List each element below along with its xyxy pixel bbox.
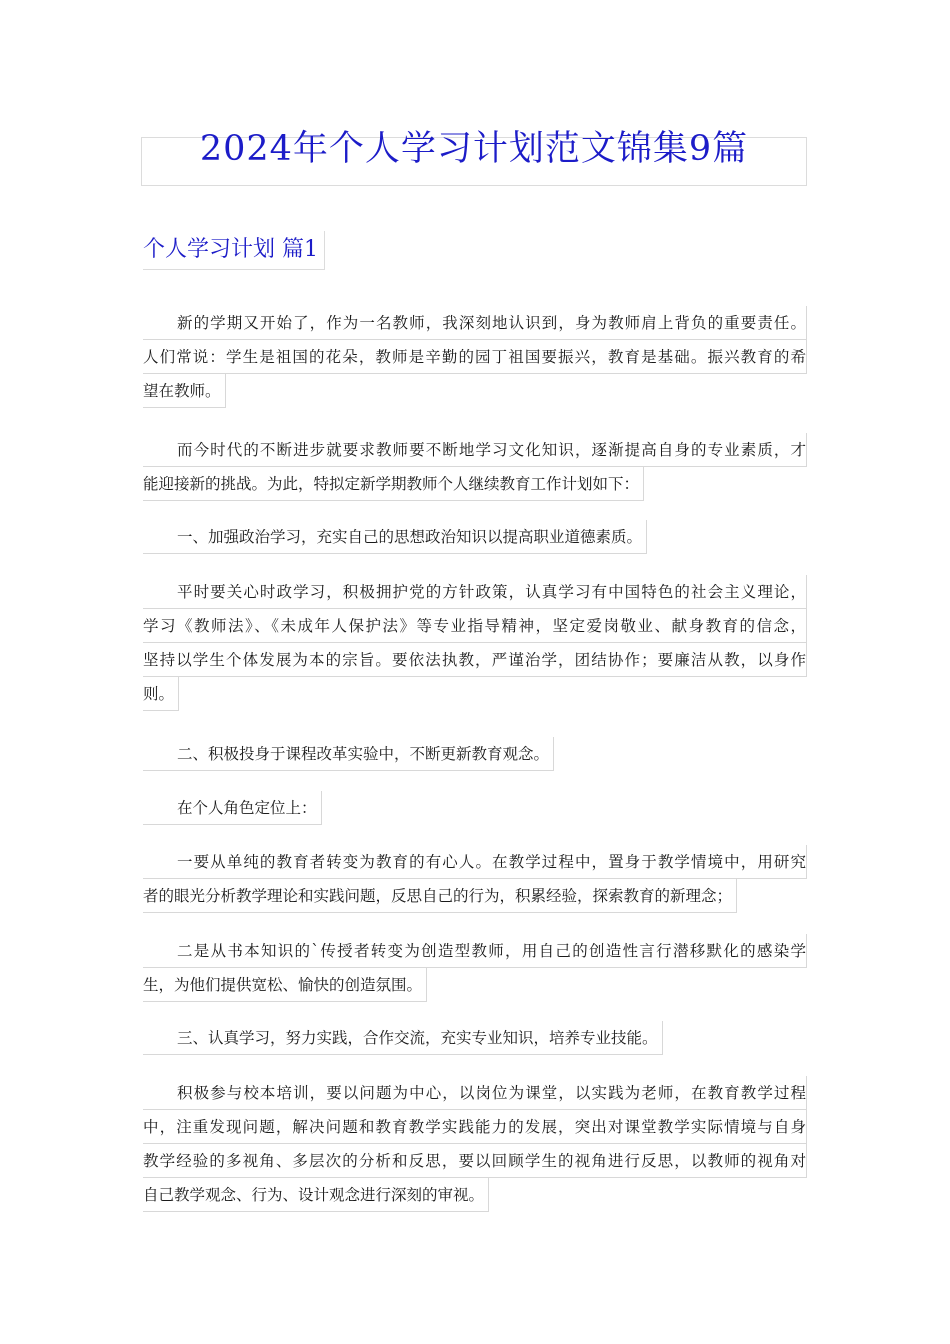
paragraph-line: 新的学期又开始了，作为一名教师，我深刻地认识到，身为教师肩上背负的重要责任。 — [143, 306, 807, 340]
paragraph-line: 望在教师。 — [143, 374, 226, 408]
paragraph-line: 教学经验的多视角、多层次的分析和反思，要以回顾学生的视角进行反思，以教师的视角对 — [143, 1144, 807, 1178]
paragraph-line: 二、积极投身于课程改革实验中，不断更新教育观念。 — [143, 737, 554, 771]
paragraph — [143, 791, 807, 837]
paragraph-line: 则。 — [143, 677, 179, 711]
paragraph — [143, 737, 807, 783]
paragraph-line: 坚持以学生个体发展为本的宗旨。要依法执教，严谨治学，团结协作；要廉洁从教，以身作 — [143, 643, 807, 677]
paragraph-line: 二是从书本知识的`传授者转变为创造型教师，用自己的创造性言行潜移默化的感染学 — [143, 934, 807, 968]
paragraph-line: 一要从单纯的教育者转变为教育的有心人。在教学过程中，置身于教学情境中，用研究 — [143, 845, 807, 879]
paragraph — [143, 433, 807, 513]
paragraph-line: 积极参与校本培训，要以问题为中心，以岗位为课堂，以实践为老师，在教育教学过程 — [143, 1076, 807, 1110]
paragraph-line: 在个人角色定位上： — [143, 791, 322, 825]
paragraph — [143, 306, 807, 420]
paragraph — [143, 575, 807, 723]
paragraph — [143, 1076, 807, 1224]
paragraph-line: 能迎接新的挑战。为此，特拟定新学期教师个人继续教育工作计划如下： — [143, 467, 644, 501]
paragraph — [143, 934, 807, 1014]
paragraph-line: 学习《教师法》、《未成年人保护法》等专业指导精神，坚定爱岗敬业、献身教育的信念， — [143, 609, 807, 643]
paragraph-line: 自己教学观念、行为、设计观念进行深刻的审视。 — [143, 1178, 489, 1212]
paragraph-line: 人们常说：学生是祖国的花朵，教师是辛勤的园丁祖国要振兴，教育是基础。振兴教育的希 — [143, 340, 807, 374]
paragraph-line: 生，为他们提供宽松、愉快的创造氛围。 — [143, 968, 427, 1002]
document-title: 2024年个人学习计划范文锦集9篇 — [199, 129, 749, 169]
paragraph-line: 而今时代的不断进步就要求教师要不断地学习文化知识，逐渐提高自身的专业素质，才 — [143, 433, 807, 467]
paragraph-line: 中，注重发现问题，解决问题和教育教学实践能力的发展，突出对课堂教学实际情境与自身 — [143, 1110, 807, 1144]
paragraph — [143, 1021, 807, 1067]
paragraph — [143, 520, 807, 566]
paragraph — [143, 845, 807, 925]
paragraph-line: 一、加强政治学习，充实自己的思想政治知识以提高职业道德素质。 — [143, 520, 647, 554]
paragraph-line: 三、认真学习，努力实践，合作交流，充实专业知识，培养专业技能。 — [143, 1021, 663, 1055]
section-heading: 个人学习计划 篇1 — [143, 231, 325, 270]
paragraph-line: 者的眼光分析教学理论和实践问题，反思自己的行为，积累经验，探索教育的新理念； — [143, 879, 737, 913]
paragraph-line: 平时要关心时政学习，积极拥护党的方针政策，认真学习有中国特色的社会主义理论， — [143, 575, 807, 609]
